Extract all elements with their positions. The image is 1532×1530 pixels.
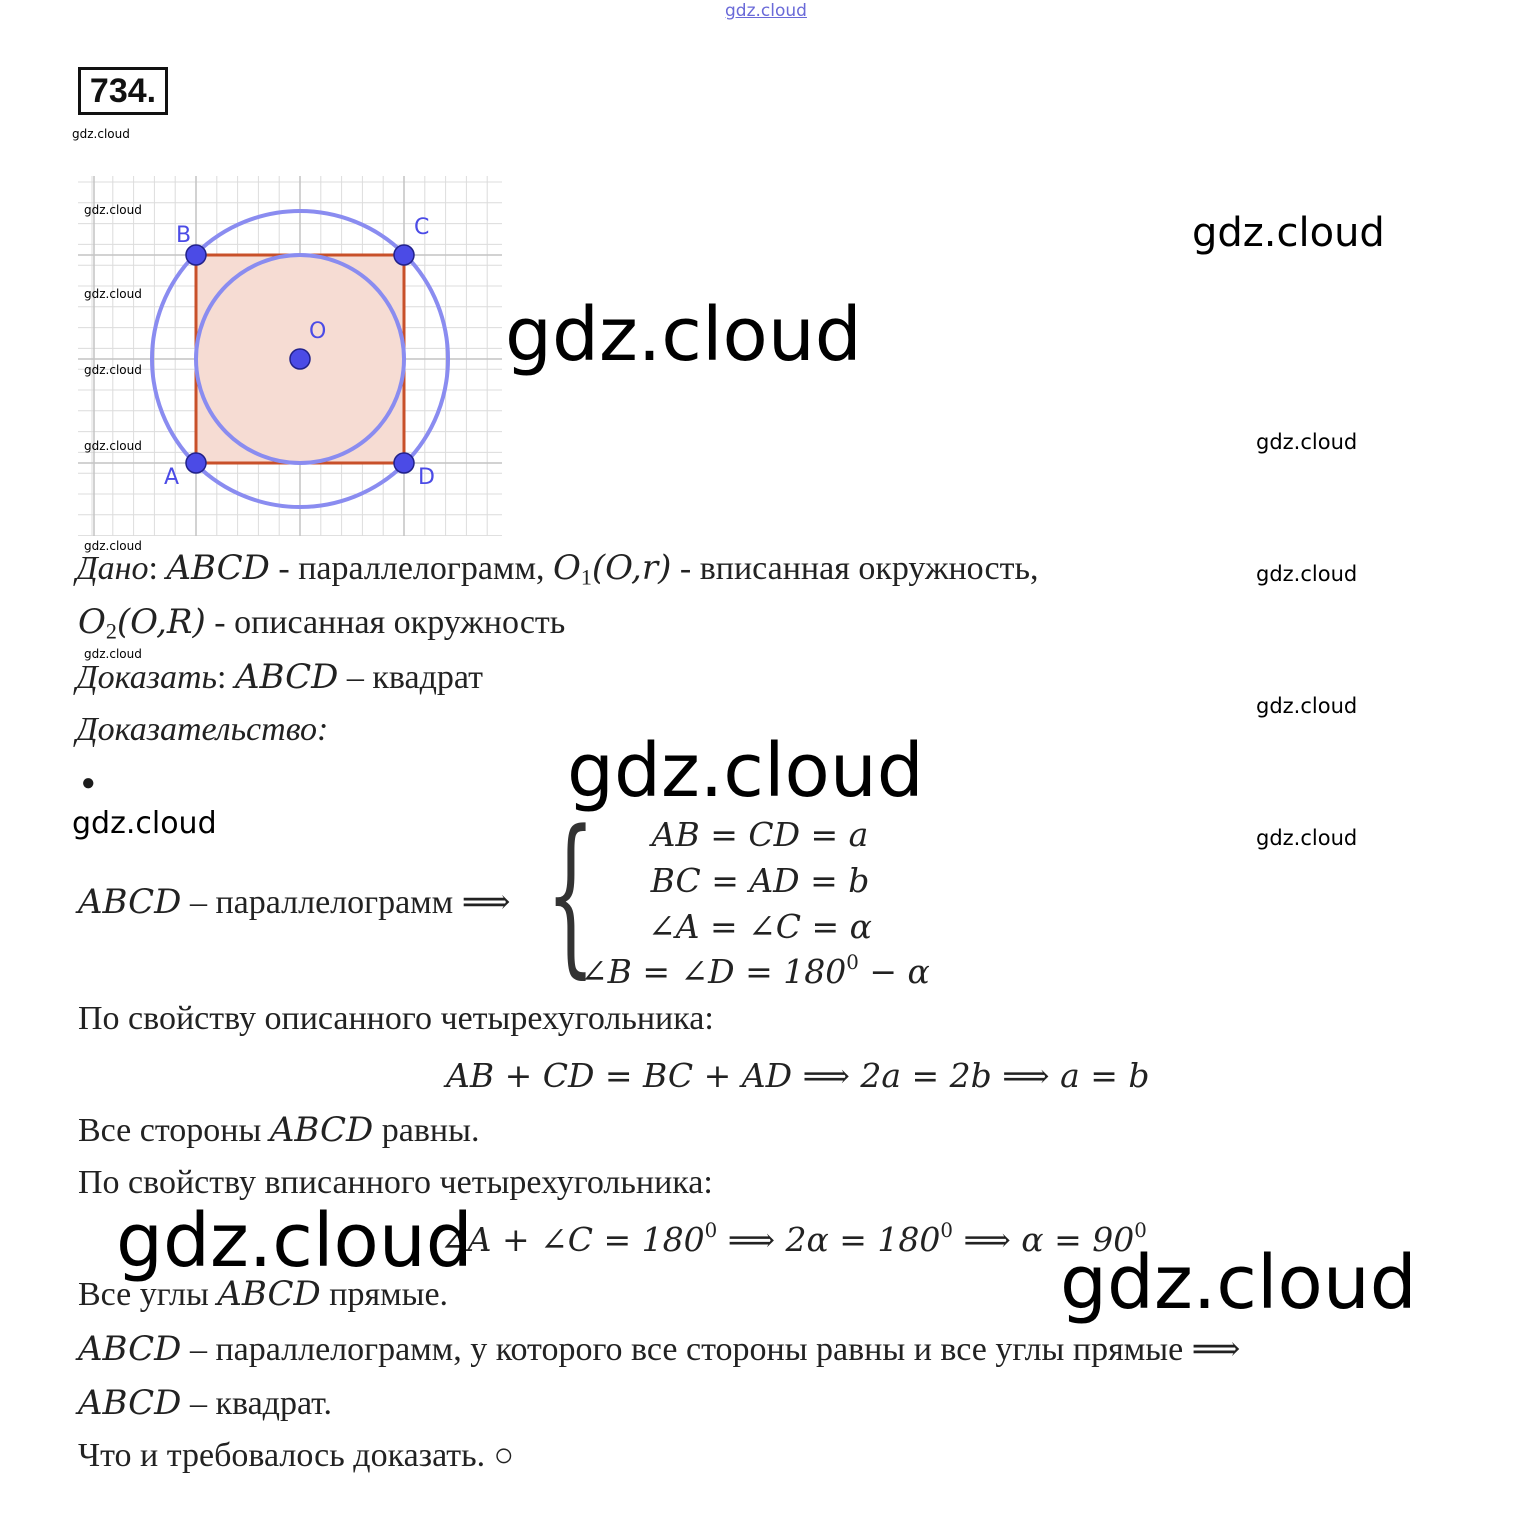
- system-lhs: [78, 882, 510, 922]
- label-b: B: [176, 223, 192, 248]
- abcd-symbol: ABCD: [234, 657, 339, 697]
- conclusion-text: прямые.: [320, 1276, 449, 1313]
- watermark: gdz.cloud: [1060, 1240, 1417, 1326]
- watermark: gdz.cloud: [84, 439, 142, 453]
- o2-args: (O,R): [116, 602, 206, 642]
- abcd-symbol: ABCD: [78, 882, 182, 922]
- point-c: [394, 245, 414, 265]
- eq-part: ⟹ α = 90: [953, 1220, 1135, 1259]
- step1-text: По свойству описанного четырехугольника:: [78, 1000, 714, 1037]
- system-line-2: BC = AD = b: [650, 861, 870, 900]
- conclusion-text: равны.: [373, 1112, 480, 1149]
- label-a: A: [164, 465, 180, 490]
- abcd-symbol: ABCD: [78, 1329, 182, 1369]
- given-line-2: [78, 602, 565, 642]
- prove-line: Доказать: ABCD – квадрат: [76, 657, 483, 697]
- abcd-symbol: ABCD: [78, 1383, 182, 1423]
- conclusion-text: Все углы: [78, 1276, 218, 1313]
- geometry-figure: [78, 176, 502, 536]
- system-brace: {: [546, 793, 596, 994]
- label-c: C: [414, 215, 430, 240]
- point-o: [290, 349, 310, 369]
- eq-part: ∠A + ∠C = 180: [440, 1220, 705, 1259]
- problem-number: 734.: [78, 67, 168, 115]
- system-line-1: AB = CD = a: [651, 815, 869, 854]
- point-b: [186, 245, 206, 265]
- given-text: - описанная окружность: [205, 604, 566, 641]
- watermark: gdz.cloud: [567, 728, 924, 814]
- watermark: gdz.cloud: [84, 287, 142, 301]
- step1-conclusion: [78, 1110, 479, 1150]
- circle-o1: O: [552, 548, 581, 588]
- o1-args: (O,r): [591, 548, 672, 588]
- step2-equation: [440, 1220, 1147, 1259]
- degree-sup: 0: [704, 1219, 718, 1243]
- watermark: gdz.cloud: [116, 1198, 473, 1284]
- system-line-3: ∠A = ∠C = α: [648, 907, 872, 946]
- abcd-symbol: ABCD: [166, 548, 270, 588]
- watermark: gdz.cloud: [505, 292, 862, 378]
- system-line-4: [580, 952, 930, 991]
- watermark: gdz.cloud: [1256, 562, 1358, 586]
- step2-conclusion: [78, 1274, 448, 1314]
- degree-sup: 0: [846, 951, 859, 975]
- abcd-symbol: ABCD: [217, 1274, 321, 1314]
- watermark: gdz.cloud: [1256, 694, 1358, 718]
- final-line-2: [78, 1383, 332, 1423]
- given-label: Дано: [76, 550, 149, 587]
- top-watermark-link[interactable]: gdz.cloud: [725, 1, 807, 21]
- prove-text: – квадрат: [338, 659, 483, 696]
- watermark: gdz.cloud: [84, 647, 142, 661]
- system-line-4-b: − α: [858, 952, 930, 991]
- watermark: gdz.cloud: [84, 203, 142, 217]
- watermark: gdz.cloud: [84, 363, 142, 377]
- given-text: - вписанная окружность,: [671, 550, 1039, 587]
- label-d: D: [418, 465, 435, 490]
- watermark: gdz.cloud: [72, 806, 217, 841]
- degree-sup: 0: [1134, 1219, 1147, 1243]
- watermark: gdz.cloud: [1256, 430, 1358, 454]
- step2-text: По свойству вписанного четырехугольника:: [78, 1164, 713, 1201]
- final-line-1: [78, 1329, 1240, 1369]
- watermark: gdz.cloud: [1256, 826, 1358, 850]
- watermark: gdz.cloud: [72, 127, 130, 141]
- bullet: ●: [81, 770, 96, 796]
- o1-subscript: 1: [580, 564, 592, 590]
- conclusion-text: Все стороны: [78, 1112, 270, 1149]
- label-o: O: [309, 319, 327, 344]
- proof-label: Доказательство:: [76, 711, 329, 748]
- watermark: gdz.cloud: [1192, 210, 1385, 256]
- eq-part: ⟹ 2α = 180: [717, 1220, 941, 1259]
- circle-o2: O: [78, 602, 106, 642]
- step1-equation: AB + CD = BC + AD ⟹ 2a = 2b ⟹ a = b: [446, 1056, 1150, 1095]
- system-line-4-a: ∠B = ∠D = 180: [580, 952, 847, 991]
- final-text: – квадрат.: [181, 1385, 332, 1422]
- abcd-symbol: ABCD: [269, 1110, 374, 1150]
- o2-subscript: 2: [105, 618, 117, 644]
- given-line-1: Дано: ABCD - параллелограмм, $O_1(O,r)$ - вписанная окружность,: [76, 548, 1039, 590]
- final-text: – параллелограмм, у которого все стороны равны и все углы прямые ⟹: [181, 1331, 1241, 1368]
- given-text: - параллелограмм,: [269, 550, 553, 587]
- point-d: [394, 453, 414, 473]
- system-lhs-text: – параллелограмм ⟹: [181, 884, 511, 921]
- prove-label: Доказать: [76, 659, 217, 696]
- watermark: gdz.cloud: [84, 539, 142, 553]
- degree-sup: 0: [940, 1219, 954, 1243]
- point-a: [186, 453, 206, 473]
- qed-line: Что и требовалось доказать. ○: [78, 1437, 515, 1474]
